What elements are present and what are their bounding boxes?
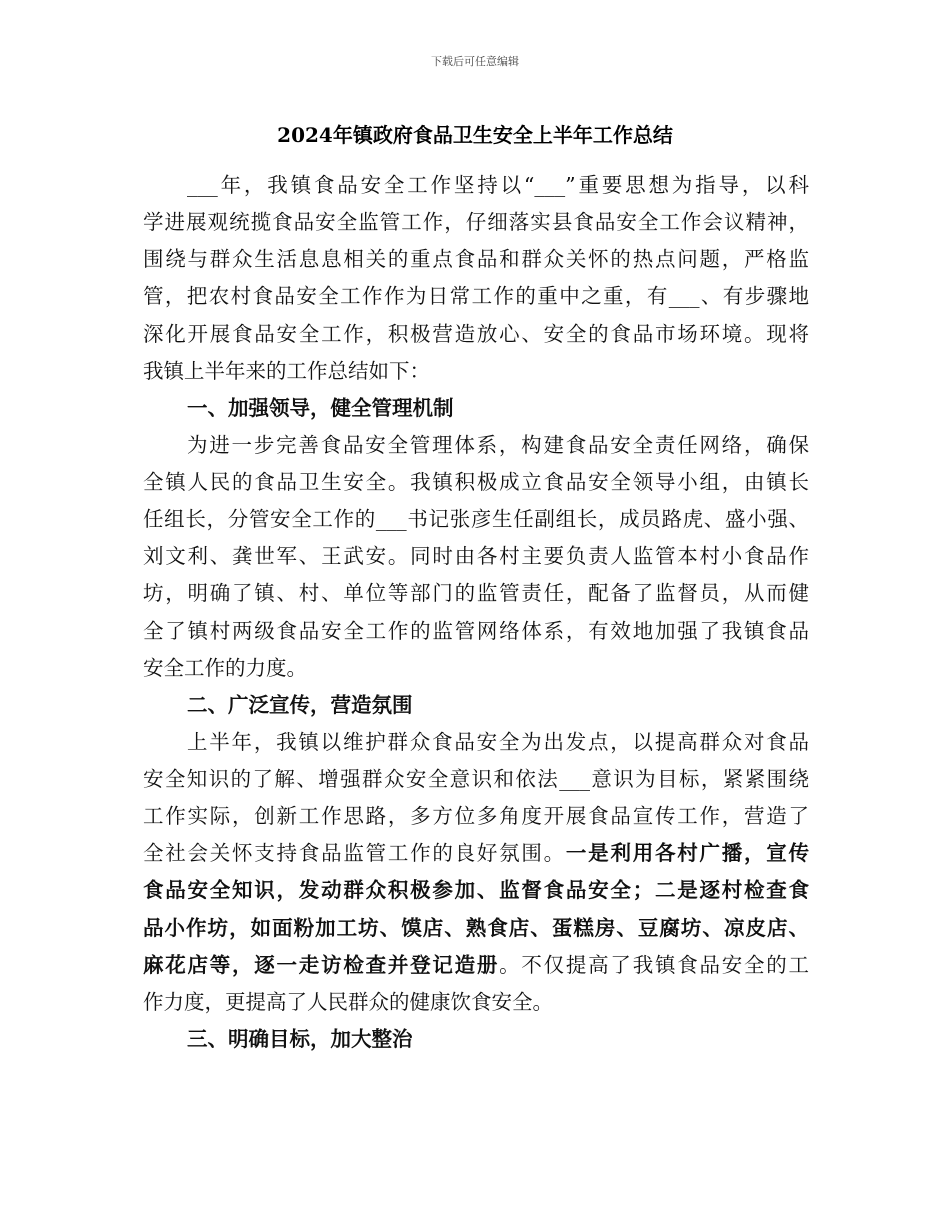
emphasized-line: 品小作坊，如面粉加工坊、馍店、熟食店、蛋糕房、豆腐坊、凉皮店、 [143, 915, 809, 940]
body-line: 全镇人民的食品卫生安全。我镇积极成立食品安全领导小组，由镇长 [143, 470, 809, 494]
document-body [143, 167, 809, 1058]
body-line [143, 947, 809, 984]
section-heading: 一、加强领导，健全管理机制 [187, 395, 454, 420]
body-line: 作力度，更提高了人民群众的健康饮食安全。 [143, 989, 553, 1014]
body-line: 任组长，分管安全工作的___书记张彦生任副组长，成员路虎、盛小强、 [143, 507, 809, 532]
emphasized-line: 食品安全知识，发动群众积极参加、监督食品安全；二是逐村检查食 [143, 878, 809, 903]
body-line: 为进一步完善食品安全管理体系，构建食品安全责任网络，确保 [187, 432, 809, 457]
section-heading: 二、广泛宣传，营造氛围 [187, 692, 413, 717]
body-text: 全社会关怀支持食品监管工作的良好氛围。 [143, 841, 566, 866]
body-line: 围绕与群众生活息息相关的重点食品和群众关怀的热点问题，严格监 [143, 247, 809, 272]
body-line: 刘文利、龚世军、王武安。同时由各村主要负责人监管本村小食品作 [143, 544, 809, 569]
body-line: 管，把农村食品安全工作作为日常工作的重中之重，有___、有步骤地 [143, 284, 809, 309]
emphasized-text: 一是利用各村广播，宣传 [565, 841, 810, 866]
emphasized-text: 麻花店等，逐一走访检查并登记造册 [143, 952, 500, 977]
download-note: 下载后可任意编辑 [431, 55, 519, 68]
body-line: 安全工作的力度。 [143, 655, 307, 680]
body-line: 深化开展食品安全工作，积极营造放心、安全的食品市场环境。现将 [143, 321, 809, 346]
body-line: 坊，明确了镇、村、单位等部门的监管责任，配备了监督员，从而健 [143, 581, 809, 606]
body-line [143, 835, 809, 872]
body-line: 安全知识的了解、增强群众安全意识和依法___意识为目标，紧紧围绕 [143, 767, 809, 791]
section-heading: 三、明确目标，加大整治 [187, 1026, 413, 1051]
body-line: ___年，我镇食品安全工作坚持以“___”重要思想为指导，以科 [187, 173, 809, 197]
body-line: 我镇上半年来的工作总结如下： [143, 358, 430, 383]
body-line: 全了镇村两级食品安全工作的监管网络体系，有效地加强了我镇食品 [143, 618, 809, 643]
document-title: 2024年镇政府食品卫生安全上半年工作总结 [277, 123, 673, 147]
body-text: 。不仅提高了我镇食品安全的工 [499, 952, 810, 977]
body-line: 工作实际，创新工作思路，多方位多角度开展食品宣传工作，营造了 [143, 804, 809, 829]
body-line: 学进展观统揽食品安全监管工作，仔细落实县食品安全工作会议精神， [143, 210, 809, 235]
body-line: 上半年，我镇以维护群众食品安全为出发点，以提高群众对食品 [187, 729, 809, 754]
